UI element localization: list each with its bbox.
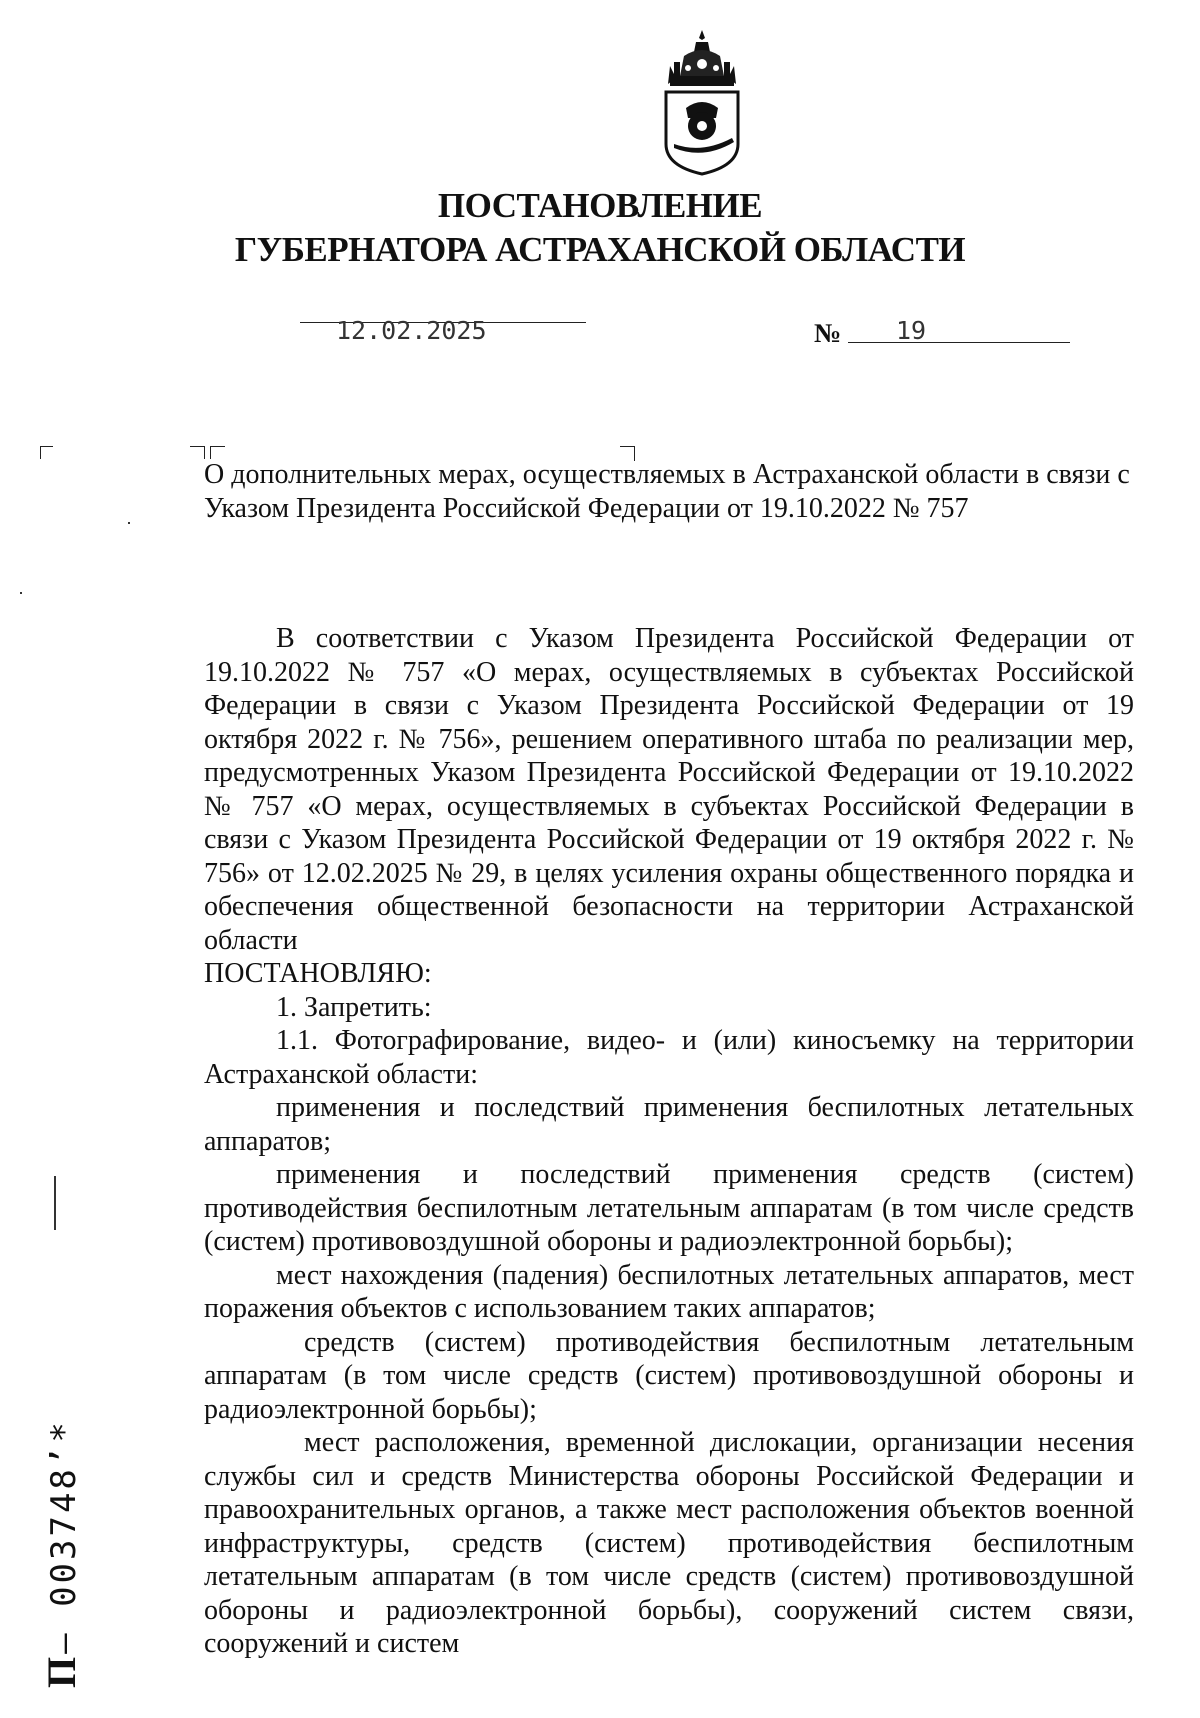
corner-mark-subject-open-a: [190, 446, 205, 459]
registration-code: [38, 1419, 85, 1688]
number-underline: [848, 342, 1070, 343]
subject-line-1: О дополнительных мерах, осуществляемых в Астраханской области в связи с: [204, 459, 1130, 490]
document-number: 19: [896, 316, 927, 345]
subject-line-2: Указом Президента Российской Федерации от 19.10.2022 № 757: [204, 493, 969, 524]
document-date: 12.02.2025: [336, 316, 487, 345]
subitem-counter-uav-means: средств (систем) противодействия беспилотным летательным аппаратам (в том числе средств (систем) противовоздушной обороны и радиоэлектронной борьбы);: [204, 1326, 1134, 1425]
document-title: ПОСТАНОВЛЕНИЕ: [437, 186, 763, 225]
scan-dot-2: [20, 592, 22, 594]
resolve-word: ПОСТАНОВЛЯЮ:: [204, 958, 432, 989]
coat-of-arms-emblem: [656, 26, 748, 176]
registration-code-number: – 003748’*: [44, 1419, 84, 1654]
registration-code-prefix: П: [39, 1653, 84, 1688]
subitem-deployment-locations: мест расположения, временной дислокации, организации несения службы сил и средств Министерства обороны Российской Федерации и правоохранительных органов, а также мест расположения объектов военной инфраструктуры, средств (систем) противодействия беспилотным летательным аппаратам (в том числе средств (систем) противовоздушной обороны и радиоэлектронной борьбы), сооружений систем связи, сооружений и систем: [204, 1427, 1134, 1659]
document-body: [204, 622, 1134, 1661]
number-label: №: [814, 318, 842, 348]
subitem-counter-uav-use: применения и последствий применения средств (систем) противодействия беспилотным летательным аппаратам (в том числе средств (систем) противовоздушной обороны и радиоэлектронной борьбы);: [204, 1159, 1134, 1257]
document-authority: ГУБЕРНАТОРА АСТРАХАНСКОЙ ОБЛАСТИ: [234, 230, 966, 269]
margin-mark-vertical: [54, 1176, 56, 1230]
subitem-uav-use: применения и последствий применения беспилотных летательных аппаратов;: [204, 1092, 1134, 1157]
corner-mark-left: [40, 446, 53, 459]
subitem-uav-crash-sites: мест нахождения (падения) беспилотных летательных аппаратов, мест поражения объектов с использованием таких аппаратов;: [204, 1259, 1134, 1324]
document-subject: [204, 458, 1148, 526]
item-1-1: 1.1. Фотографирование, видео- и (или) киносъемку на территории Астраханской области:: [204, 1025, 1134, 1090]
preamble-paragraph: В соответствии с Указом Президента Российской Федерации от 19.10.2022 № 757 «О мерах, осуществляемых в субъектах Российской Федерации в связи с Указом Президента Российской Федерации от 19 октября 2022 г. № 756», решением оперативного штаба по реализации мер, предусмотренных Указом Президента Российской Федерации от 19.10.2022 № 757 «О мерах, осуществляемых в субъектах Российской Федерации в связи с Указом Президента Российской Федерации от 19 октября 2022 г. № 756» от 12.02.2025 № 29, в целях усиления охраны общественного порядка и обеспечения общественной безопасности на территории Астраханской области: [204, 623, 1134, 956]
scan-dot-1: [128, 522, 130, 524]
item-1: 1. Запретить:: [276, 991, 432, 1023]
